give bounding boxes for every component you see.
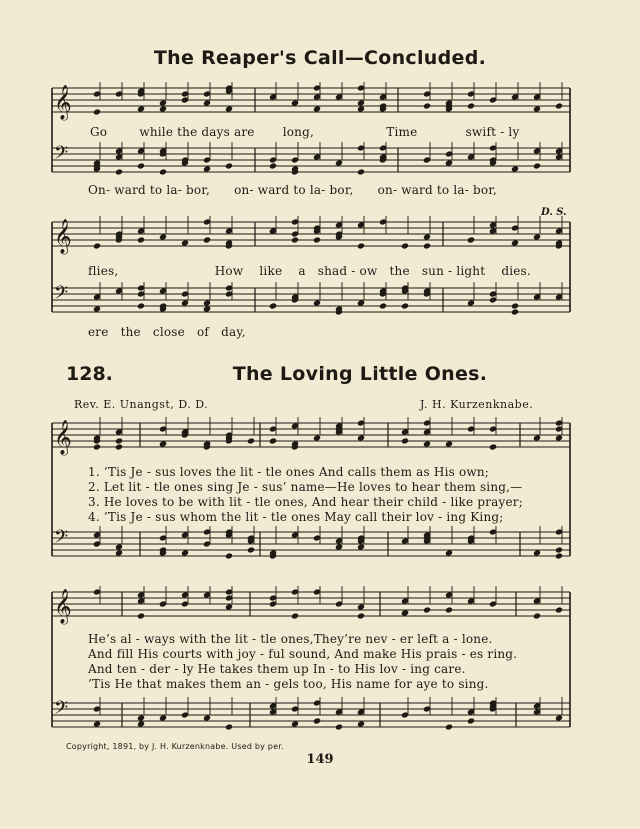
verse-2-line-2: And fill His courts with joy - ful sound, And make His prais - es ring. [88,647,518,661]
note-head [291,720,299,727]
note-head [423,102,431,109]
note-head [533,162,541,169]
lyric-word: a [298,264,306,278]
lyric-word: flies, [88,264,119,278]
lyric-word: the [120,325,141,339]
note-head [467,717,475,724]
lyric-word: bor, [186,183,210,197]
note-head [511,302,519,309]
lyric-word: on [234,183,250,197]
note-head [555,606,563,613]
note-head [357,543,365,550]
lyric-word: light [456,264,486,278]
lyric-word: ward to la [401,183,465,197]
note-head [423,242,431,249]
copyright-notice: Copyright, 1891, by J. H. Kurzenknabe. Used by per. [66,742,284,751]
note-head [555,434,563,441]
lyric-word: ward to la [257,183,322,197]
lyric-word: bor, [473,183,497,197]
note-head [269,162,277,169]
note-head [445,606,453,613]
note-head [467,102,475,109]
verse-2-line-1: 2. Let lit - tle ones sing Je - sus’ name—He loves to hear them sing,— [88,480,523,494]
note-head [401,437,409,444]
verse-3-line-2: And ten - der - ly He takes them up In - to His lov - ing care. [88,662,466,676]
note-head [93,443,101,450]
lyric-word: like [259,264,283,278]
note-head [115,543,123,550]
note-head [335,159,343,166]
verse-3-line-1: 3. He loves to be with lit - tle ones, And hear their child - like prayer; [88,495,523,509]
lyric-word: day, [221,325,246,339]
note-head [137,612,145,619]
lyric-word: ward to la [114,183,178,197]
note-head [181,239,189,246]
verse-1-line-2: He’s al - ways with the lit - tle ones,They’re nev - er left a - lone. [88,632,493,646]
verse-1-line-1: 1. ’Tis Je - sus loves the lit - tle ones And calls them as His own; [88,465,490,479]
note-head [159,168,167,175]
treble-clef-icon: 𝄞 [54,589,72,624]
note-head [203,305,211,312]
lyric-word: ly [508,125,520,139]
note-head [137,720,145,727]
note-head [159,99,167,106]
note-head [269,437,277,444]
note-head [137,162,145,169]
note-head [269,302,277,309]
note-head [533,612,541,619]
note-head [401,302,409,309]
note-head [357,99,365,106]
note-head [137,236,145,243]
note-head [445,440,453,447]
note-head [159,233,167,240]
lyric-word: shad [317,264,348,278]
lyric-word: close [152,325,185,339]
lyric-word: on [377,183,393,197]
note-head [467,299,475,306]
note-head [511,165,519,172]
note-head [159,714,167,721]
note-head [313,299,321,306]
lyric-hyphen: - [105,183,111,197]
note-head [247,546,255,553]
note-head [181,549,189,556]
lyric-word: ow [359,264,378,278]
lyric-hyphen: - [500,125,505,139]
lyric-word: sun [421,264,445,278]
lyric-word: ere [88,325,109,339]
note-head [203,99,211,106]
note-head [357,168,365,175]
lyric-word: of [197,325,210,339]
note-head [115,437,123,444]
lyric-word: the [389,264,410,278]
verse-4-line-1: 4. ’Tis Je - sus whom the lit - tle ones May call their lov - ing King; [88,510,504,524]
bass-clef-icon: 𝄢 [54,527,69,552]
note-head [335,543,343,550]
note-head [445,549,453,556]
note-head [555,546,563,553]
note-head [313,717,321,724]
lyric-word: Time [386,125,418,139]
note-head [225,105,233,112]
note-head [291,612,299,619]
note-head [203,714,211,721]
note-head [313,434,321,441]
system-2-treble-lyrics [88,264,531,278]
note-head [225,162,233,169]
note-head [203,236,211,243]
note-head [159,105,167,112]
lyric-word: How [214,264,244,278]
hymn-128-number: 128. [66,363,113,385]
hymn-128-composer: J. H. Kurzenknabe. [420,398,534,411]
hymn-127-title: The Reaper's Call—Concluded. [153,47,487,69]
system-1-bass-lyrics [88,183,497,197]
note-head [401,609,409,616]
bass-clef-icon: 𝄢 [54,143,69,168]
note-head [533,434,541,441]
note-head [511,239,519,246]
note-head [423,233,431,240]
note-head [115,443,123,450]
lyric-hyphen: - [392,183,398,197]
note-head [467,236,475,243]
note-head [379,302,387,309]
hymn-128-title: The Loving Little Ones. [232,363,488,385]
lyric-word: dies. [501,264,531,278]
bass-clef-icon: 𝄢 [54,698,69,723]
hymn-128-author: Rev. E. Unangst, D. D. [74,398,209,411]
note-head [357,612,365,619]
lyric-word: bor, [329,183,354,197]
note-head [533,233,541,240]
note-head [555,552,563,559]
note-head [533,549,541,556]
note-head [137,105,145,112]
note-head [115,549,123,556]
note-head [137,714,145,721]
note-head [93,720,101,727]
note-head [357,242,365,249]
bass-clef-icon: 𝄢 [54,283,69,308]
note-head [115,168,123,175]
verse-4-line-2: ’Tis He that makes them an - gels too, His name for aye to sing. [88,677,489,691]
note-head [533,105,541,112]
note-head [357,603,365,610]
lyric-word: swift [465,125,497,139]
lyric-word: Go [90,125,108,139]
lyric-word: On [88,183,106,197]
note-head [225,723,233,730]
note-head [313,105,321,112]
note-head [357,299,365,306]
note-head [357,720,365,727]
note-head [225,552,233,559]
note-head [93,305,101,312]
note-head [357,105,365,112]
note-head [181,299,189,306]
note-head [555,102,563,109]
note-head [489,443,497,450]
lyric-word: while the days are [139,125,255,139]
note-head [445,159,453,166]
note-head [335,723,343,730]
lyric-hyphen: - [177,183,183,197]
page-number: 149 [306,752,334,767]
note-head [445,723,453,730]
treble-clef-icon: 𝄞 [54,85,72,120]
dal-segno-marking: D. S. [541,207,567,218]
lyric-hyphen: - [351,264,356,278]
lyric-hyphen: - [249,183,254,197]
system-1-treble-lyrics [90,125,519,139]
note-head [225,603,233,610]
note-head [555,714,563,721]
note-head [401,242,409,249]
treble-clef-icon: 𝄞 [54,420,72,455]
lyric-hyphen: - [448,264,453,278]
note-head [511,308,519,315]
note-head [203,299,211,306]
treble-clef-icon: 𝄞 [54,219,72,254]
note-head [203,165,211,172]
note-head [423,606,431,613]
lyric-word: long, [282,125,314,139]
lyric-hyphen: - [321,183,326,197]
note-head [313,236,321,243]
note-head [93,108,101,115]
lyric-hyphen: - [464,183,469,197]
system-2-bass-lyrics [88,325,246,339]
note-head [247,437,255,444]
note-head [291,236,299,243]
note-head [423,440,431,447]
note-head [137,302,145,309]
note-head [93,242,101,249]
note-head [159,440,167,447]
note-head [291,99,299,106]
note-head [357,434,365,441]
